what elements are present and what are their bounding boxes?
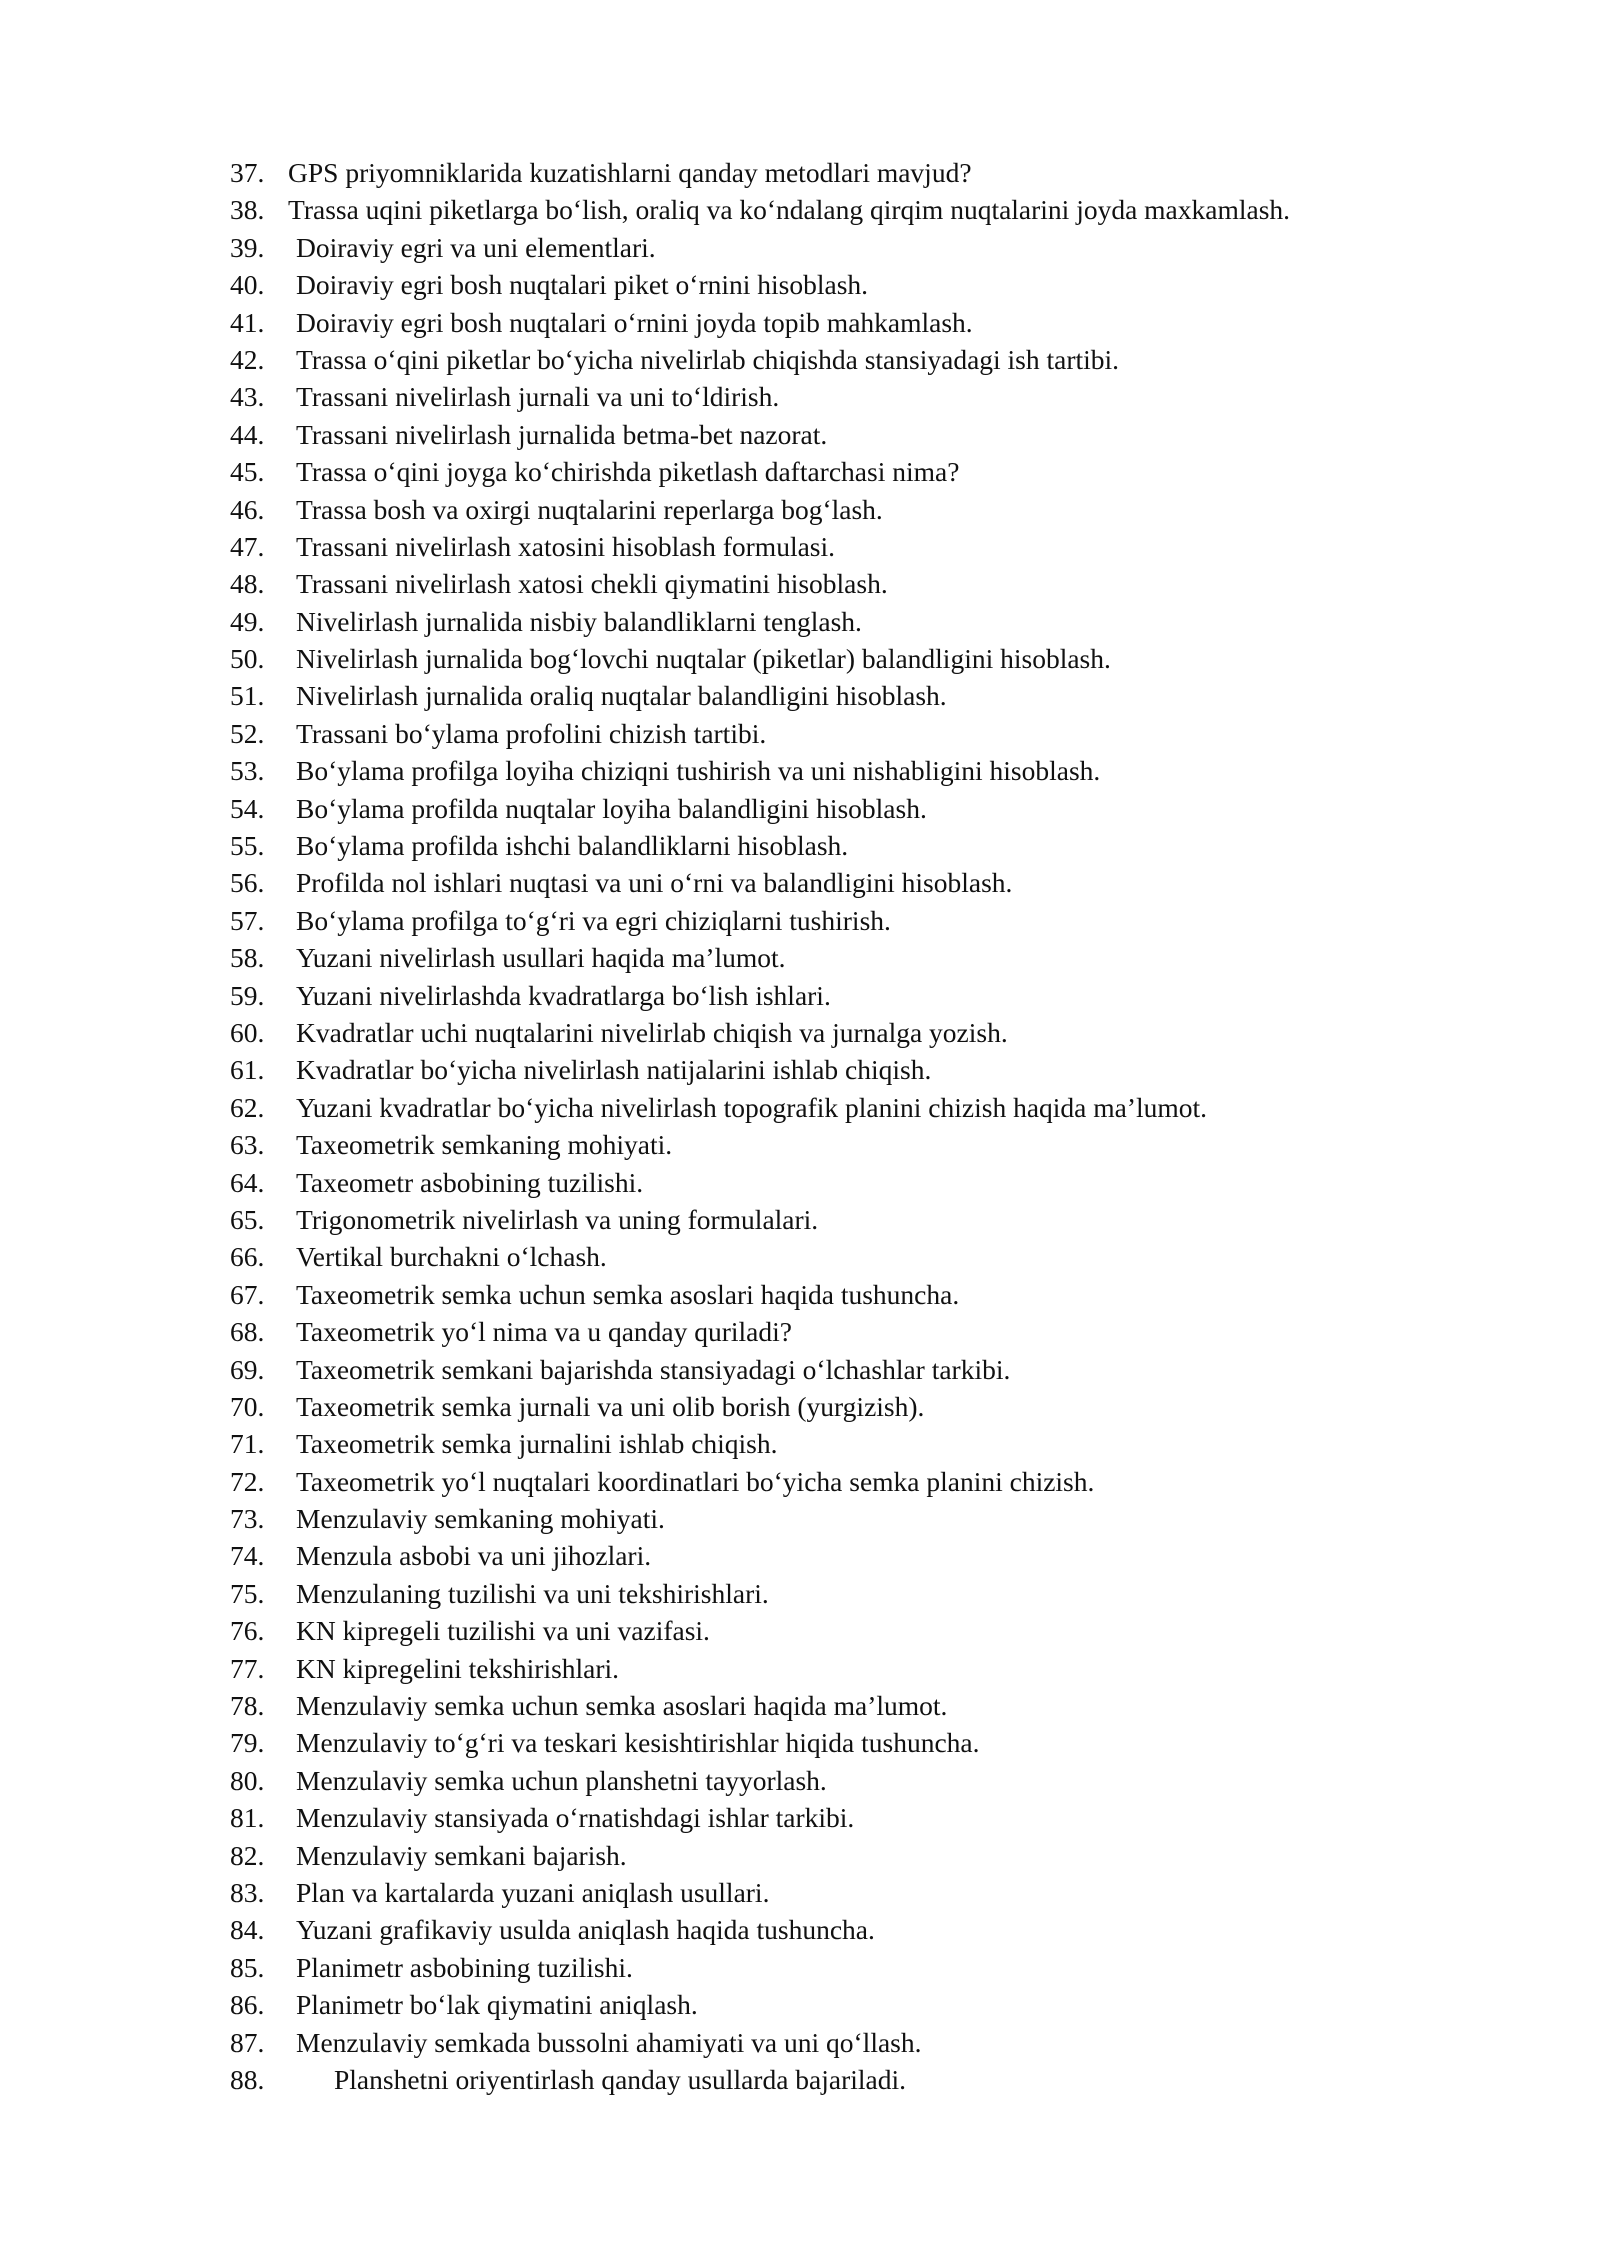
question-text: Menzulaviy stansiyada o‘rnatishdagi ishlar tarkibi. bbox=[296, 1802, 855, 1834]
question-item bbox=[230, 1500, 1530, 1537]
question-text: Bo‘ylama profilda ishchi balandliklarni hisoblash. bbox=[296, 830, 849, 862]
question-number: 73. bbox=[230, 1503, 265, 1535]
question-number: 75. bbox=[230, 1577, 265, 1609]
question-item bbox=[230, 603, 1530, 640]
question-text: Plan va kartalarda yuzani aniqlash usullari. bbox=[296, 1876, 770, 1908]
question-number: 41. bbox=[230, 306, 265, 338]
question-number: 71. bbox=[230, 1428, 265, 1460]
question-number: 47. bbox=[230, 530, 265, 562]
question-text: Nivelirlash jurnalida oraliq nuqtalar balandligini hisoblash. bbox=[296, 680, 947, 712]
question-number: 85. bbox=[230, 1951, 265, 1983]
question-text: Kvadratlar uchi nuqtalarini nivelirlab chiqish va jurnalga yozish. bbox=[296, 1016, 1008, 1048]
question-item bbox=[230, 1089, 1530, 1126]
question-item bbox=[230, 1463, 1530, 1500]
question-item bbox=[230, 977, 1530, 1014]
question-item bbox=[230, 1612, 1530, 1649]
question-number: 38. bbox=[230, 194, 265, 226]
question-item bbox=[230, 640, 1530, 677]
question-text: Menzulaviy semka uchun semka asoslari haqida ma’lumot. bbox=[296, 1690, 948, 1722]
question-item bbox=[230, 1986, 1530, 2023]
question-number: 55. bbox=[230, 830, 265, 862]
question-text: Vertikal burchakni o‘lchash. bbox=[296, 1241, 607, 1273]
question-number: 67. bbox=[230, 1278, 265, 1310]
question-number: 84. bbox=[230, 1914, 265, 1946]
question-text: Taxeometrik semka jurnalini ishlab chiqish. bbox=[296, 1428, 778, 1460]
question-number: 53. bbox=[230, 755, 265, 787]
question-number: 59. bbox=[230, 979, 265, 1011]
question-item bbox=[230, 1164, 1530, 1201]
question-number: 39. bbox=[230, 231, 265, 263]
question-item bbox=[230, 341, 1530, 378]
question-text: Taxeometrik yo‘l nuqtalari koordinatlari bo‘yicha semka planini chizish. bbox=[296, 1465, 1095, 1497]
question-item bbox=[230, 752, 1530, 789]
question-text: Doiraviy egri va uni elementlari. bbox=[296, 231, 656, 263]
question-item bbox=[230, 491, 1530, 528]
question-text: Taxeometr asbobining tuzilishi. bbox=[296, 1166, 644, 1198]
question-number: 52. bbox=[230, 717, 265, 749]
question-number: 44. bbox=[230, 418, 265, 450]
question-text: Doiraviy egri bosh nuqtalari o‘rnini joyda topib mahkamlash. bbox=[296, 306, 973, 338]
question-item bbox=[230, 378, 1530, 415]
question-text: Yuzani grafikaviy usulda aniqlash haqida tushuncha. bbox=[296, 1914, 875, 1946]
question-item bbox=[230, 1126, 1530, 1163]
question-number: 45. bbox=[230, 456, 265, 488]
question-text: Taxeometrik semka uchun semka asoslari haqida tushuncha. bbox=[296, 1278, 960, 1310]
question-item bbox=[230, 528, 1530, 565]
question-text: Planshetni oriyentirlash qanday usullarda bajariladi. bbox=[334, 2063, 906, 2095]
question-number: 83. bbox=[230, 1876, 265, 1908]
question-item bbox=[230, 1837, 1530, 1874]
question-number: 51. bbox=[230, 680, 265, 712]
question-item bbox=[230, 1650, 1530, 1687]
question-number: 40. bbox=[230, 269, 265, 301]
question-text: Taxeometrik semkaning mohiyati. bbox=[296, 1129, 673, 1161]
question-text: Menzulaviy semkaning mohiyati. bbox=[296, 1503, 665, 1535]
question-text: Doiraviy egri bosh nuqtalari piket o‘rnini hisoblash. bbox=[296, 269, 869, 301]
question-number: 68. bbox=[230, 1316, 265, 1348]
question-number: 43. bbox=[230, 381, 265, 413]
question-item bbox=[230, 902, 1530, 939]
question-text: GPS priyomniklarida kuzatishlarni qanday metodlari mavjud? bbox=[288, 157, 972, 188]
question-item bbox=[230, 266, 1530, 303]
question-item bbox=[230, 1313, 1530, 1350]
question-number: 86. bbox=[230, 1989, 265, 2021]
question-item bbox=[230, 2024, 1530, 2061]
question-item bbox=[230, 1537, 1530, 1574]
question-number: 87. bbox=[230, 2026, 265, 2058]
question-text: Trassa o‘qini piketlar bo‘yicha nivelirlab chiqishda stansiyadagi ish tartibi. bbox=[296, 343, 1120, 375]
question-number: 78. bbox=[230, 1690, 265, 1722]
question-text: Trassani nivelirlash jurnali va uni to‘ldirish. bbox=[296, 381, 780, 413]
question-number: 80. bbox=[230, 1764, 265, 1796]
question-item bbox=[230, 416, 1530, 453]
question-text: Menzulaviy semkani bajarish. bbox=[296, 1839, 627, 1871]
question-text: Taxeometrik yo‘l nima va u qanday quriladi? bbox=[296, 1316, 792, 1348]
question-text: Trigonometrik nivelirlash va uning formulalari. bbox=[296, 1203, 819, 1235]
question-item bbox=[230, 1201, 1530, 1238]
question-text: Trassani bo‘ylama profolini chizish tartibi. bbox=[296, 717, 767, 749]
question-item bbox=[230, 1724, 1530, 1761]
question-item bbox=[230, 1238, 1530, 1275]
question-text: Trassa o‘qini joyga ko‘chirishda piketlash daftarchasi nima? bbox=[296, 456, 960, 488]
question-text: Nivelirlash jurnalida bog‘lovchi nuqtalar (piketlar) balandligini hisoblash. bbox=[296, 643, 1111, 675]
question-text: Kvadratlar bo‘yicha nivelirlash natijalarini ishlab chiqish. bbox=[296, 1054, 932, 1086]
question-text: Trassa bosh va oxirgi nuqtalarini reperlarga bog‘lash. bbox=[296, 493, 883, 525]
question-text: Taxeometrik semka jurnali va uni olib borish (yurgizish). bbox=[296, 1390, 925, 1422]
question-item bbox=[230, 1051, 1530, 1088]
question-number: 48. bbox=[230, 568, 265, 600]
question-text: KN kipregeli tuzilishi va uni vazifasi. bbox=[296, 1615, 710, 1647]
question-item bbox=[230, 1425, 1530, 1462]
question-item bbox=[230, 304, 1530, 341]
question-text: Nivelirlash jurnalida nisbiy balandliklarni tenglash. bbox=[296, 605, 862, 637]
question-text: Bo‘ylama profilga loyiha chiziqni tushirish va uni nishabligini hisoblash. bbox=[296, 755, 1101, 787]
question-number: 72. bbox=[230, 1465, 265, 1497]
question-number: 88. bbox=[230, 2063, 265, 2095]
question-number: 58. bbox=[230, 942, 265, 974]
question-item bbox=[230, 864, 1530, 901]
question-text: Trassani nivelirlash xatosi chekli qiymatini hisoblash. bbox=[296, 568, 888, 600]
question-item bbox=[230, 565, 1530, 602]
question-number: 74. bbox=[230, 1540, 265, 1572]
question-text: Planimetr bo‘lak qiymatini aniqlash. bbox=[296, 1989, 698, 2021]
question-number: 57. bbox=[230, 904, 265, 936]
question-number: 50. bbox=[230, 643, 265, 675]
question-text: Menzula asbobi va uni jihozlari. bbox=[296, 1540, 652, 1572]
question-text: Taxeometrik semkani bajarishda stansiyadagi o‘lchashlar tarkibi. bbox=[296, 1353, 1011, 1385]
question-number: 56. bbox=[230, 867, 265, 899]
question-item bbox=[230, 154, 1530, 191]
question-item bbox=[230, 1014, 1530, 1051]
question-item bbox=[230, 229, 1530, 266]
question-text: Yuzani kvadratlar bo‘yicha nivelirlash topografik planini chizish haqida ma’lumot. bbox=[296, 1091, 1208, 1123]
question-number: 70. bbox=[230, 1390, 265, 1422]
question-number: 60. bbox=[230, 1016, 265, 1048]
question-item bbox=[230, 677, 1530, 714]
question-item bbox=[230, 1799, 1530, 1836]
question-number: 66. bbox=[230, 1241, 265, 1273]
question-text: Menzulaviy semka uchun planshetni tayyorlash. bbox=[296, 1764, 827, 1796]
question-number: 76. bbox=[230, 1615, 265, 1647]
question-item bbox=[230, 191, 1530, 228]
question-number: 62. bbox=[230, 1091, 265, 1123]
question-text: Yuzani nivelirlash usullari haqida ma’lumot. bbox=[296, 942, 786, 974]
question-item bbox=[230, 1762, 1530, 1799]
question-text: Trassani nivelirlash xatosini hisoblash formulasi. bbox=[296, 530, 836, 562]
question-number: 81. bbox=[230, 1802, 265, 1834]
question-text: Menzulaviy semkada bussolni ahamiyati va uni qo‘llash. bbox=[296, 2026, 922, 2058]
question-item bbox=[230, 1276, 1530, 1313]
question-text: Trassa uqini piketlarga bo‘lish, oraliq va ko‘ndalang qirqim nuqtalarini joyda maxkamlash. bbox=[288, 194, 1291, 226]
question-number: 46. bbox=[230, 493, 265, 525]
question-number: 77. bbox=[230, 1652, 265, 1684]
question-number: 49. bbox=[230, 605, 265, 637]
question-item bbox=[230, 715, 1530, 752]
question-item bbox=[230, 939, 1530, 976]
question-number: 79. bbox=[230, 1727, 265, 1759]
question-item bbox=[230, 1874, 1530, 1911]
question-list bbox=[230, 154, 1530, 2098]
question-number: 69. bbox=[230, 1353, 265, 1385]
question-item bbox=[230, 790, 1530, 827]
question-text: Menzulaviy to‘g‘ri va teskari kesishtirishlar hiqida tushuncha. bbox=[296, 1727, 980, 1759]
question-item bbox=[230, 1351, 1530, 1388]
question-item bbox=[230, 1949, 1530, 1986]
question-item bbox=[230, 1388, 1530, 1425]
question-number: 64. bbox=[230, 1166, 265, 1198]
question-item bbox=[230, 1911, 1530, 1948]
question-item bbox=[230, 1575, 1530, 1612]
question-text: Menzulaning tuzilishi va uni tekshirishlari. bbox=[296, 1577, 769, 1609]
question-number: 61. bbox=[230, 1054, 265, 1086]
question-text: Trassani nivelirlash jurnalida betma-bet nazorat. bbox=[296, 418, 828, 450]
question-text: Profilda nol ishlari nuqtasi va uni o‘rni va balandligini hisoblash. bbox=[296, 867, 1013, 899]
question-text: Planimetr asbobining tuzilishi. bbox=[296, 1951, 633, 1983]
question-number: 65. bbox=[230, 1203, 265, 1235]
question-number: 37. bbox=[230, 157, 265, 188]
question-number: 63. bbox=[230, 1129, 265, 1161]
question-text: KN kipregelini tekshirishlari. bbox=[296, 1652, 620, 1684]
question-item bbox=[230, 1687, 1530, 1724]
question-item bbox=[230, 2061, 1530, 2098]
question-number: 82. bbox=[230, 1839, 265, 1871]
question-item bbox=[230, 827, 1530, 864]
question-text: Bo‘ylama profilda nuqtalar loyiha balandligini hisoblash. bbox=[296, 792, 927, 824]
question-text: Yuzani nivelirlashda kvadratlarga bo‘lish ishlari. bbox=[296, 979, 831, 1011]
question-item bbox=[230, 453, 1530, 490]
question-number: 42. bbox=[230, 343, 265, 375]
question-number: 54. bbox=[230, 792, 265, 824]
question-text: Bo‘ylama profilga to‘g‘ri va egri chiziqlarni tushirish. bbox=[296, 904, 891, 936]
